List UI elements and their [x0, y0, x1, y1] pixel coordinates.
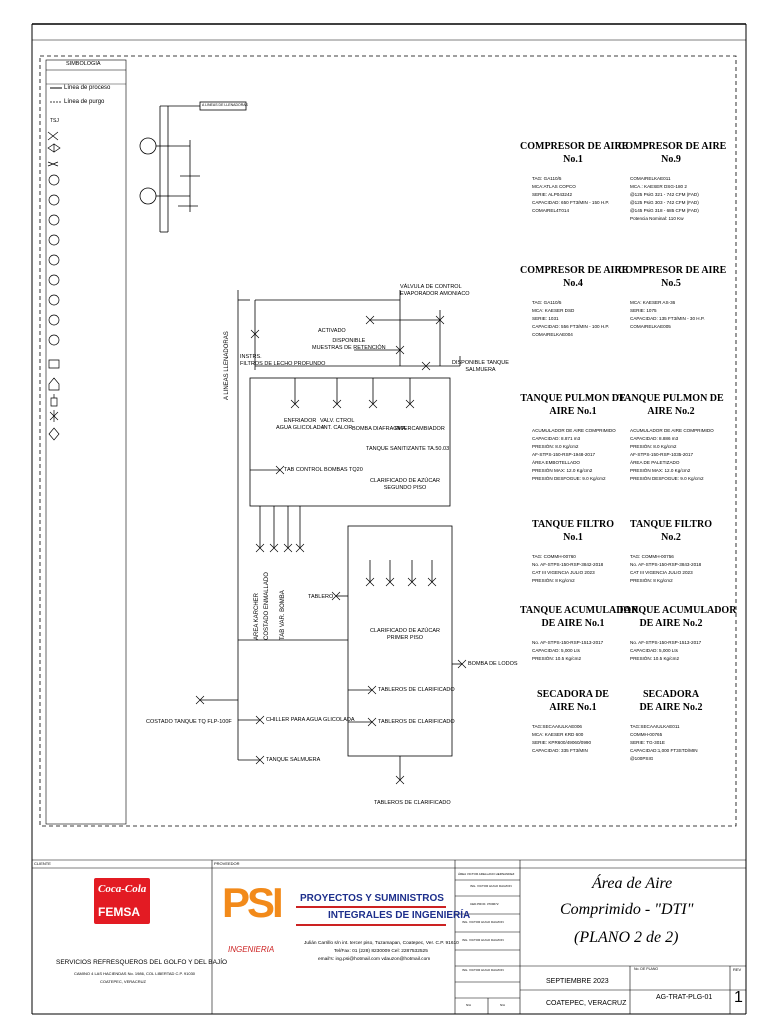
label-disponible-muestras: DISPONIBLE MUESTRAS DE RETENCIÓN	[312, 338, 386, 351]
label-valvula-control: VÁLVULA DE CONTROL EVAPORADOR AMONIACO	[400, 284, 470, 297]
label-linea-llenadoras-top: A LINEAS DE LLENADORAS	[202, 103, 248, 107]
sign-4: ING. VICTOR HUGO DAUZON	[462, 920, 504, 924]
equipment-spec: SERIE: KPR600/49060/0990	[532, 740, 591, 745]
equipment-spec: CAPACIDAD:1,000 FT3STD/MIN	[630, 748, 698, 753]
label-intercambiador: INTERCAMBIADOR	[395, 426, 445, 432]
equipment-spec: ACUMULADOR DE AIRE COMPRIMIDO	[532, 428, 616, 433]
legend-purge-line: Línea de purgo	[64, 99, 105, 105]
femsa-logo-text: FEMSA	[98, 905, 140, 919]
equipment-spec: SERIE: ALP043242	[532, 192, 573, 197]
equipment-title: TANQUE ACUMULADOR DE AIRE No.1	[520, 605, 639, 629]
equipment-spec: MCA: KAESER KRD 600	[532, 732, 584, 737]
label-tablero: TABLERO	[308, 594, 334, 600]
equipment-spec: @145 PsiG 318 - 685 CFM (FAD)	[630, 208, 699, 213]
legend-process-line: Línea de proceso	[64, 85, 111, 91]
client-address-1: CAMINO 4 LAS HACIENDAS No. 1986, COL LIBERTAD C.P. 91030	[74, 971, 196, 976]
equipment-spec: MCA.: KAESER DSG-180 2	[630, 184, 687, 189]
equipment-spec: ACUMULADOR DE AIRE COMPRIMIDO	[630, 428, 714, 433]
psi-logo-text: PSI	[222, 879, 281, 926]
equipment-title: COMPRESOR DE AIRE No.1	[520, 141, 629, 165]
equipment-title: TANQUE ACUMULADOR DE AIRE No.2	[618, 605, 737, 629]
sign-5: ING. VICTOR HUGO DAUZON	[462, 938, 504, 942]
equipment-spec: TAG:SECAAIULKAE006	[532, 724, 582, 729]
coca-cola-logo-text: Coca-Cola	[98, 883, 147, 895]
psi-logo-sub: INGENIERIA	[228, 945, 275, 954]
equipment-spec: TAG: GA110/5	[532, 176, 562, 181]
label-activado: ACTIVADO	[318, 328, 346, 334]
equipment-spec: CAT III VIGENCIA JULIO 2023	[630, 570, 693, 575]
label-chiller: CHILLER PARA AGUA GLICOLADA	[266, 717, 355, 723]
label-tab-var-bomba: TAB VAR. BOMBA	[280, 590, 286, 640]
equipment-spec: AF-STPS-150-RSP-1948-2017	[532, 452, 596, 457]
equipment-spec: No. AF-STPS-150-RSP-1513-2017	[532, 640, 604, 645]
drawing-date: SEPTIEMBRE 2023	[546, 978, 609, 985]
client-label: CLIENTE	[34, 861, 51, 866]
label-instrs-filtros: INSTRS. FILTROS DE LECHO PROFUNDO	[240, 354, 326, 367]
equipment-spec: CAPACIDAD: 5,000 Lts	[630, 648, 678, 653]
equipment-spec: PRESIÓN: 8.0 Kg/cm2	[532, 444, 579, 449]
equipment-spec: No. AF-STPS-150-RSP-1513-2017	[630, 640, 702, 645]
equipment-spec: TAG: COMMH-00756	[630, 554, 674, 559]
equipment-title: TANQUE PULMON DE AIRE No.1	[520, 393, 626, 417]
client-logo	[94, 878, 150, 924]
label-valv-ctrol: VALV. CTROL INT. CALOR	[320, 418, 355, 431]
equipment-title: SECADORA DE AIRE No.2	[639, 689, 703, 713]
equipment-spec: No. AF-STPS-150-RSP-3843-2018	[630, 562, 702, 567]
legend-tsj: TSJ	[50, 118, 59, 124]
equipment-spec: COMMH-00765	[630, 732, 663, 737]
equipment-spec: TAG:SECAAIULKAE011	[630, 724, 680, 729]
label-costado-tanque: COSTADO TANQUE TQ FLP-100F	[146, 719, 232, 725]
equipment-spec: PRESIÓN MAX: 12.0 Kg/cm2	[630, 468, 691, 473]
equipment-spec: PRESIÓN: 8 Kg/cm2	[630, 578, 673, 583]
label-area-karcher: AREA KARCHER	[254, 592, 260, 640]
equipment-spec: AF-STPS-150-RSP-1035-2017	[630, 452, 694, 457]
equipment-spec: @125 PsiG 321 - 742 CFM (FAD)	[630, 192, 699, 197]
sign-6: ING. VICTOR HUGO DAUZON	[462, 968, 504, 972]
equipment-spec: PRESIÓN DESFOGUE: 9.0 Kg/cm2	[630, 476, 704, 481]
equipment-spec: MCA: KAESER AS-36	[630, 300, 676, 305]
scale-label: N/A	[466, 1003, 472, 1007]
revision-number: 1	[734, 989, 743, 1006]
client-address-2: COATEPEC, VERACRUZ	[100, 979, 146, 984]
equipment-spec: MCA:ATLAS COPCO	[532, 184, 576, 189]
equipment-spec: CAPACIDAD: 5,000 Lts	[532, 648, 580, 653]
equipment-spec: Potencia Nominal: 110 Kw	[630, 216, 684, 221]
equipment-spec: CAPACIDAD: 650 FT3/MIN - 150 H.P.	[532, 200, 610, 205]
label-tableros-clarificado-3: TABLEROS DE CLARIFICADO	[374, 800, 451, 806]
provider-address-3: email's: ing.psi@hotmail.com vdauzon@hotmail.com	[318, 957, 431, 962]
equipment-spec: SERIE: 1031	[532, 316, 559, 321]
equipment-spec: PRESIÓN: 8 Kg/cm2	[532, 578, 575, 583]
equipment-spec: PRESIÓN: 10.5 Kg/cm2	[532, 656, 582, 661]
equipment-spec: ÁREA EMBOTELLADO	[532, 460, 580, 465]
label-tableros-clarificado-1: TABLEROS DE CLARIFICADO	[378, 687, 455, 693]
equipment-spec: PRESIÓN MAX: 12.0 Kg/cm2	[532, 468, 593, 473]
equipment-spec: SERIE: TG-301E	[630, 740, 665, 745]
equipment-title: SECADORA DE AIRE No.1	[537, 689, 609, 713]
label-clarificado-primer: CLARIFICADO DE AZÚCAR PRIMER PISO	[370, 628, 440, 641]
sign-2: ING. VICTOR HUGO DAUZON	[470, 884, 512, 888]
equipment-spec: PRESIÓN: 8.0 Kg/cm2	[630, 444, 677, 449]
label-tanque-salmuera: TANQUE SALMUERA	[266, 757, 321, 763]
label-bomba-lodos: BOMBA DE LODOS	[468, 661, 518, 667]
equipment-spec: @100PSIG	[630, 756, 654, 761]
equipment-spec: CAPACIDAD: 556 FT3/MIN - 100 H.P.	[532, 324, 610, 329]
psi-logo	[220, 876, 288, 964]
provider-name-2: INTEGRALES DE INGENIERÍA	[328, 910, 471, 921]
equipment-spec: TAG: COMMH-00760	[532, 554, 576, 559]
equipment-spec: PRESIÓN DESFOGUE: 9.0 Kg/cm2	[532, 476, 606, 481]
equipment-spec: CAPACIDAD: 8.871 m3	[532, 436, 581, 441]
sign-3: CED.PROF. 3709672	[470, 902, 499, 906]
label-tanque-sanitizante: TANQUE SANITIZANTE TA.50.03	[366, 446, 450, 452]
equipment-spec: COMAIREL4T014	[532, 208, 570, 213]
equipment-spec: MCA: KAESER DSD	[532, 308, 575, 313]
equipment-title: COMPRESOR DE AIRE No.4	[520, 265, 629, 289]
equipment-spec: No. AF-STPS-150-RSP-3842-2018	[532, 562, 604, 567]
label-costado-enmallado: COSTADO ENMALLADO	[264, 572, 270, 640]
provider-name-1: PROYECTOS Y SUMINISTROS	[300, 893, 444, 904]
equipment-spec: SERIE: 1075	[630, 308, 657, 313]
plan-number-label: No. DE PLANO	[634, 967, 659, 971]
equipment-title: TANQUE FILTRO No.2	[630, 519, 712, 543]
label-tab-control: TAB CONTROL BOMBAS TQ20	[284, 467, 363, 473]
equipment-spec: ÁREA DE PALETIZADO	[630, 460, 680, 465]
provider-address-2: Tel/Fax: 01 (228) 8230009 Cel: 2287532525	[334, 949, 428, 954]
equipment-title: TANQUE FILTRO No.1	[532, 519, 614, 543]
label-enfriador: ENFRIADOR AGUA GLICOLADA	[276, 418, 325, 431]
drawing-title-1: Área de Aire	[592, 875, 673, 892]
label-tableros-clarificado-2: TABLEROS DE CLARIFICADO	[378, 719, 455, 725]
label-disponible-tanque: DISPONIBLE TANQUE SALMUERA	[452, 360, 509, 373]
equipment-spec: COMAIRELKAE005	[630, 324, 671, 329]
equipment-spec: CAPACIDAD: 8.886 m3	[630, 436, 679, 441]
equipment-spec: COMAIRELKAE004	[532, 332, 573, 337]
sign-1: ÁREA VICTOR ARELLANO HERNANDEZ	[458, 872, 515, 876]
equipment-spec: PRESIÓN: 10.5 Kg/cm2	[630, 656, 680, 661]
equipment-spec: CAPACIDAD: 335 FT3/MIN	[532, 748, 588, 753]
equipment-title: COMPRESOR DE AIRE No.9	[618, 141, 727, 165]
drawing-location: COATEPEC, VERACRUZ	[546, 1000, 627, 1007]
provider-divider-2	[296, 924, 446, 926]
client-name: SERVICIOS REFRESQUEROS DEL GOLFO Y DEL BAJÍO	[56, 959, 228, 966]
provider-address-1: Julián Carrillo s/n int. tercer piso, Tuzamapan, Coatepec, Ver. C.P. 91610	[304, 941, 459, 946]
equipment-title: COMPRESOR DE AIRE No.5	[618, 265, 727, 289]
drawing-title-3: (PLANO 2 de 2)	[574, 929, 679, 946]
equipment-spec: CAPACIDAD: 135 FT3/MIN - 30 H.P.	[630, 316, 705, 321]
scale-value: N/A	[500, 1003, 506, 1007]
drawing-title-2: Comprimido - "DTI"	[560, 901, 694, 918]
plan-number: AG-TRAT-PLG-01	[656, 994, 713, 1001]
equipment-spec: COMAIRELKAE011	[630, 176, 671, 181]
label-bomba-diafragma: BOMBA DIAFRAGMA	[352, 426, 406, 432]
equipment-spec: CAT III VIGENCIA JULIO 2023	[532, 570, 595, 575]
equipment-spec: @125 PsiG 303 - 742 CFM (FAD)	[630, 200, 699, 205]
revision-label: REV	[733, 967, 742, 972]
label-clarificado-segundo: CLARIFICADO DE AZÚCAR SEGUNDO PISO	[370, 478, 440, 491]
equipment-spec: TAG: GA110/5	[532, 300, 562, 305]
provider-divider	[296, 906, 446, 908]
label-linea-llenadoras: A LINEAS LLENADORAS	[224, 331, 230, 400]
provider-label: PROVEEDOR	[214, 861, 240, 866]
equipment-title: TANQUE PULMON DE AIRE No.2	[618, 393, 724, 417]
legend-title: SIMBOLOGIA	[66, 61, 101, 67]
